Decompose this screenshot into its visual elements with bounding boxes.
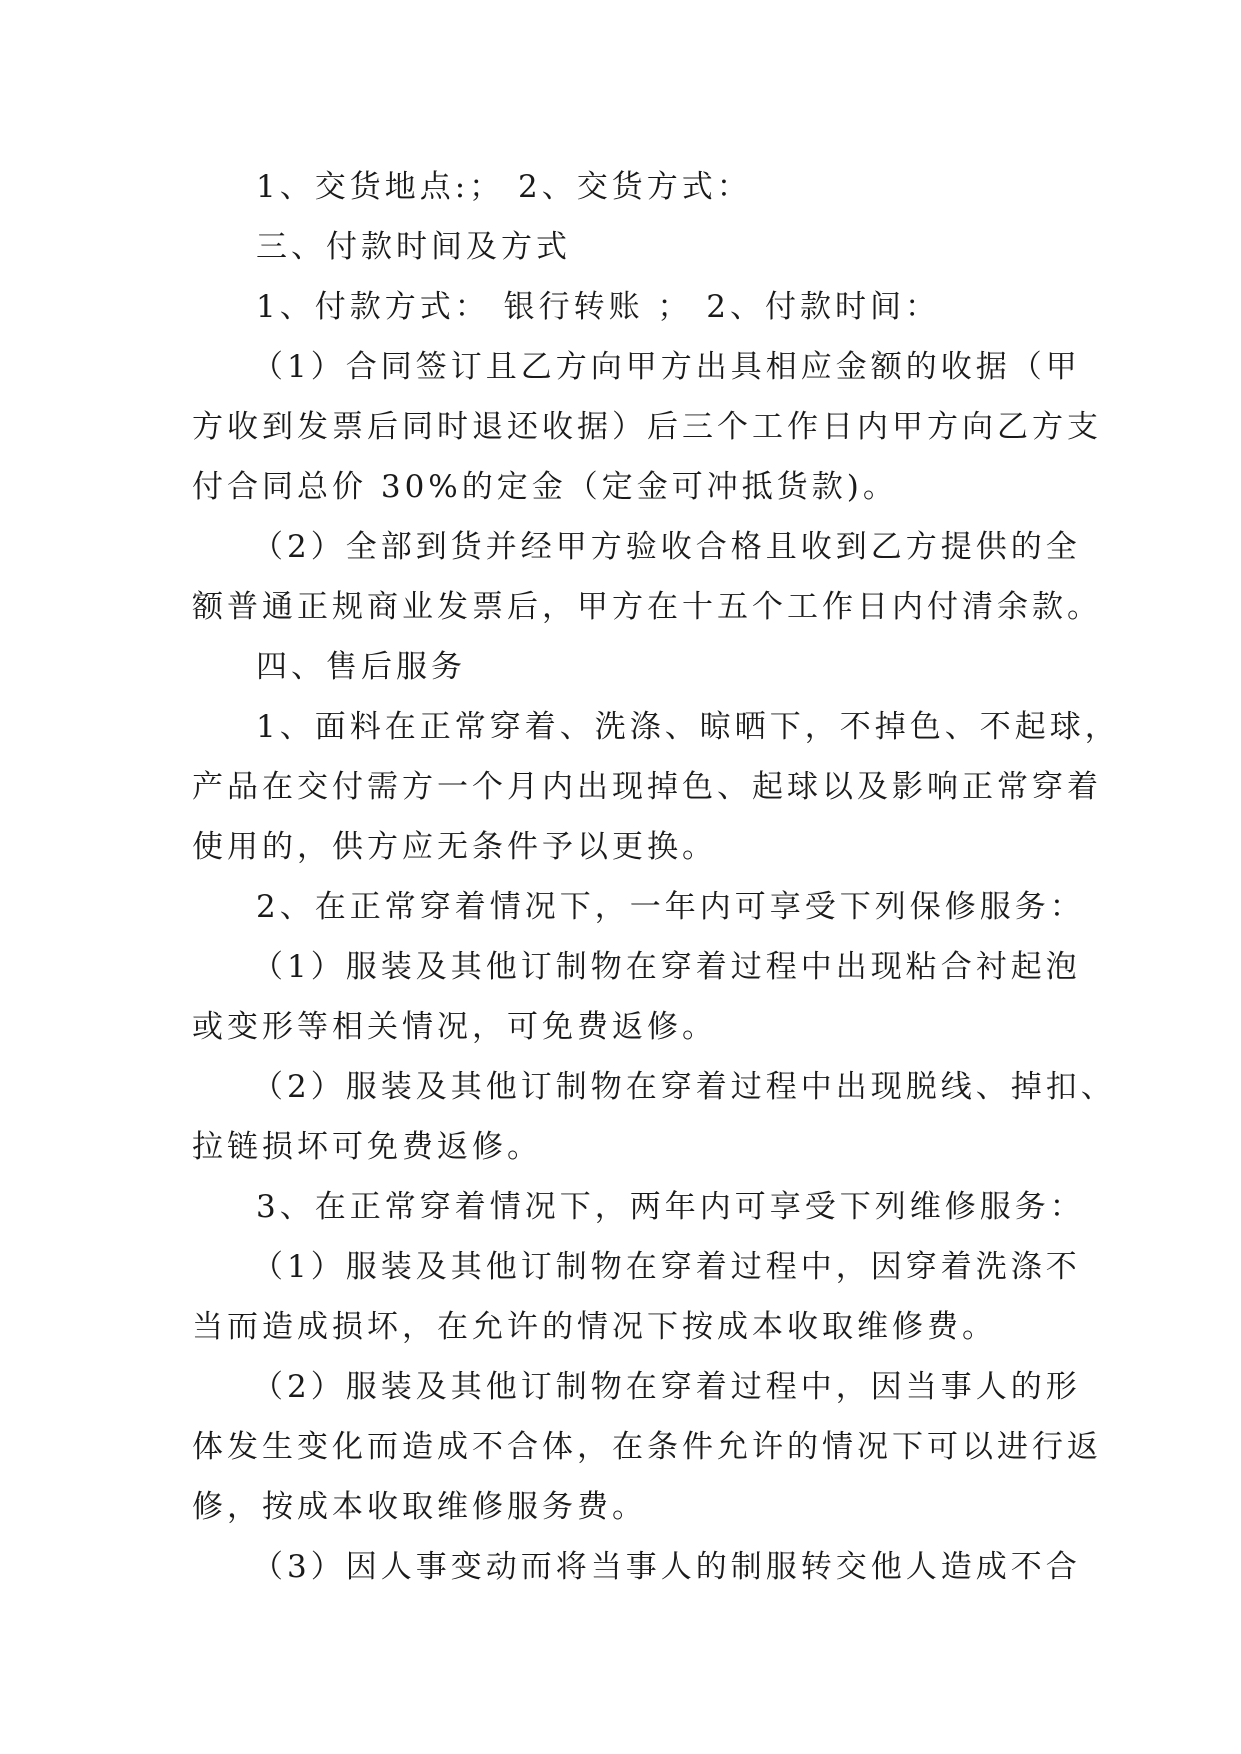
paragraph-line: 额普通正规商业发票后，甲方在十五个工作日内付清余款。 — [192, 589, 1102, 625]
paragraph-line: （2）服装及其他订制物在穿着过程中，因当事人的形 — [252, 1369, 1081, 1405]
paragraph-line: 1、面料在正常穿着、洗涤、晾晒下，不掉色、不起球， — [256, 709, 1120, 745]
payment-method-line: 1、付款方式： 银行转账 ； 2、付款时间： — [256, 289, 941, 325]
paragraph-line: 拉链损坏可免费返修。 — [192, 1129, 542, 1165]
paragraph-line: 当而造成损坏，在允许的情况下按成本收取维修费。 — [192, 1309, 997, 1345]
paragraph-line: 或变形等相关情况，可免费返修。 — [192, 1009, 717, 1045]
paragraph-line: 2、在正常穿着情况下，一年内可享受下列保修服务： — [256, 889, 1085, 925]
paragraph-line: （2）服装及其他订制物在穿着过程中出现脱线、掉扣、 — [252, 1069, 1116, 1105]
paragraph-line: （1）服装及其他订制物在穿着过程中，因穿着洗涤不 — [252, 1249, 1081, 1285]
paragraph-line: 体发生变化而造成不合体，在条件允许的情况下可以进行返 — [192, 1429, 1102, 1465]
paragraph-line: 产品在交付需方一个月内出现掉色、起球以及影响正常穿着 — [192, 769, 1102, 805]
paragraph-line: （1）服装及其他订制物在穿着过程中出现粘合衬起泡 — [252, 949, 1081, 985]
paragraph-line: （3）因人事变动而将当事人的制服转交他人造成不合 — [252, 1549, 1081, 1585]
paragraph-line: 付合同总价 30%的定金（定金可冲抵货款)。 — [192, 469, 898, 505]
delivery-terms-line: 1、交货地点:； 2、交货方式： — [256, 169, 752, 205]
paragraph-line: （2）全部到货并经甲方验收合格且收到乙方提供的全 — [252, 529, 1081, 565]
paragraph-line: 修，按成本收取维修服务费。 — [192, 1489, 647, 1525]
paragraph-line: （1）合同签订且乙方向甲方出具相应金额的收据（甲 — [252, 349, 1081, 385]
paragraph-line: 使用的，供方应无条件予以更换。 — [192, 829, 717, 865]
document-body — [192, 157, 1120, 1597]
section-heading-payment: 三、付款时间及方式 — [256, 229, 571, 265]
paragraph-line: 方收到发票后同时退还收据）后三个工作日内甲方向乙方支 — [192, 409, 1102, 445]
section-heading-after-sales: 四、售后服务 — [256, 649, 466, 685]
paragraph-line: 3、在正常穿着情况下，两年内可享受下列维修服务： — [256, 1189, 1085, 1225]
